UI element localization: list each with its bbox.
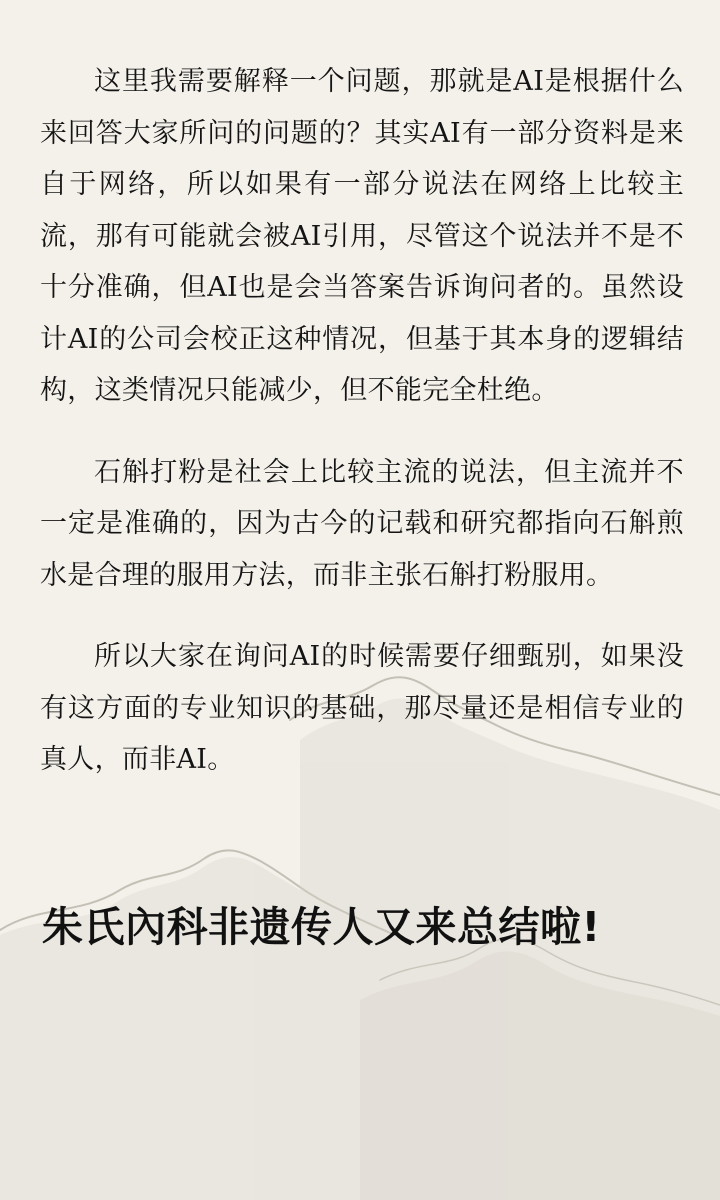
closing-title: 朱氏內科非遗传人又来总结啦!	[42, 903, 601, 951]
paragraph-conclusion: 所以大家在询问AI的时候需要仔细甄别，如果没有这方面的专业知识的基础，那尽量还是相信专业的真人，而非AI。	[40, 641, 684, 775]
article-body	[40, 56, 684, 816]
paragraph-dendrobium-powder: 石斛打粉是社会上比较主流的说法，但主流并不一定是准确的，因为古今的记载和研究都指向石斛煎水是合理的服用方法，而非主张石斛打粉服用。	[40, 456, 684, 591]
paragraph-ai-explanation: 这里我需要解释一个问题，那就是AI是根据什么来回答大家所问的问题的？其实AI有一部分资料是来自于网络，所以如果有一部分说法在网络上比较主流，那有可能就会被AI引用，尽管这个说法并不是不十分准确，但AI也是会当答案告诉询问者的。虽然设计AI的公司会校正这种情况，但基于其本身的逻辑结构，这类情况只能减少，但不能完全杜绝。	[40, 66, 684, 406]
